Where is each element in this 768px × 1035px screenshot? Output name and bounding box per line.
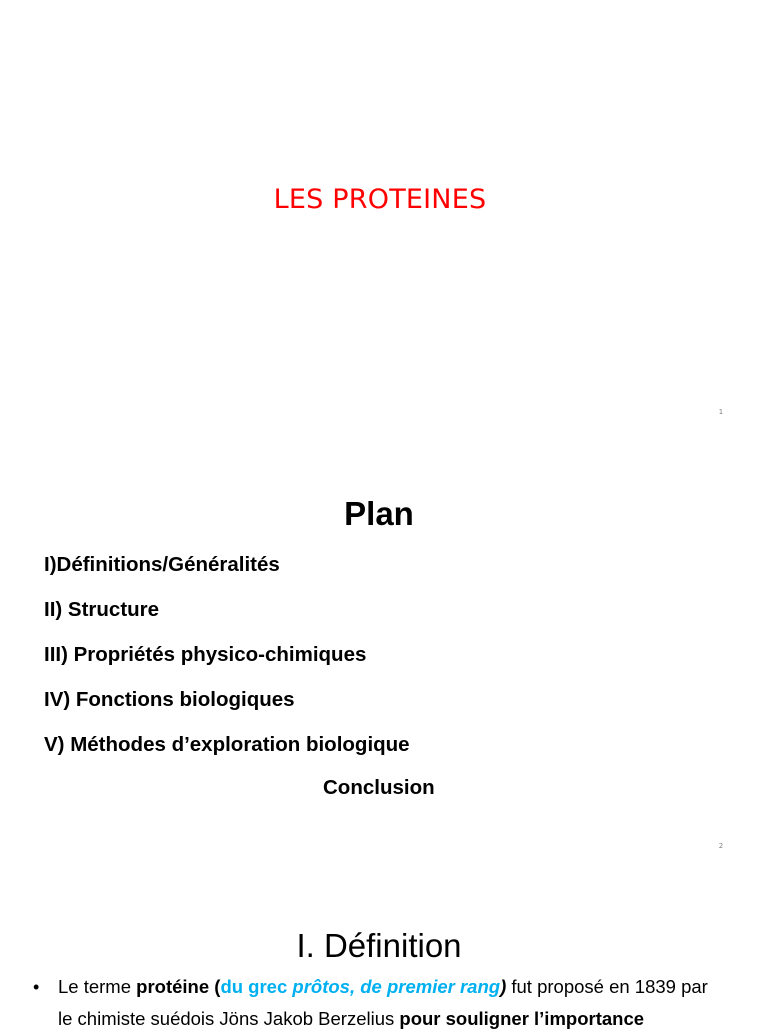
plan-item: IV) Fonctions biologiques <box>44 688 295 711</box>
definition-bullet-list <box>33 971 723 1035</box>
plan-item: II) Structure <box>44 598 160 621</box>
slide-2-title: Plan <box>344 495 414 533</box>
bullet-dot-icon: • <box>33 977 40 997</box>
bullet-emphasis: pour souligner l’importance <box>399 1008 645 1029</box>
slide-2-page-number: 2 <box>718 842 724 850</box>
slide-1-page-number: 1 <box>718 408 724 416</box>
bullet-term: protéine ( <box>136 976 221 997</box>
plan-item: V) Méthodes d’exploration biologique <box>44 733 410 756</box>
plan-list <box>44 548 744 773</box>
slide-plan <box>0 430 768 864</box>
plan-item: III) Propriétés physico-chimiques <box>44 643 367 666</box>
slide-1-title: LES PROTEINES <box>273 184 487 216</box>
bullet-text-plain: Le terme <box>58 976 137 997</box>
slide-definition <box>0 864 768 1029</box>
bullet-text-plain: fut proposé en 1839 par le chimiste suédois Jöns Jakob Berzelius <box>58 976 708 1029</box>
slide-title-page <box>0 0 768 430</box>
bullet-etymology-label: du grec <box>220 976 293 997</box>
plan-item: I)Définitions/Généralités <box>44 553 280 576</box>
bullet-closing-paren: ) <box>500 976 507 997</box>
slide-3-title: I. Définition <box>296 927 462 965</box>
bullet-etymology: prôtos, de premier rang <box>292 976 501 997</box>
definition-bullet <box>33 971 724 1035</box>
plan-conclusion: Conclusion <box>323 776 435 799</box>
